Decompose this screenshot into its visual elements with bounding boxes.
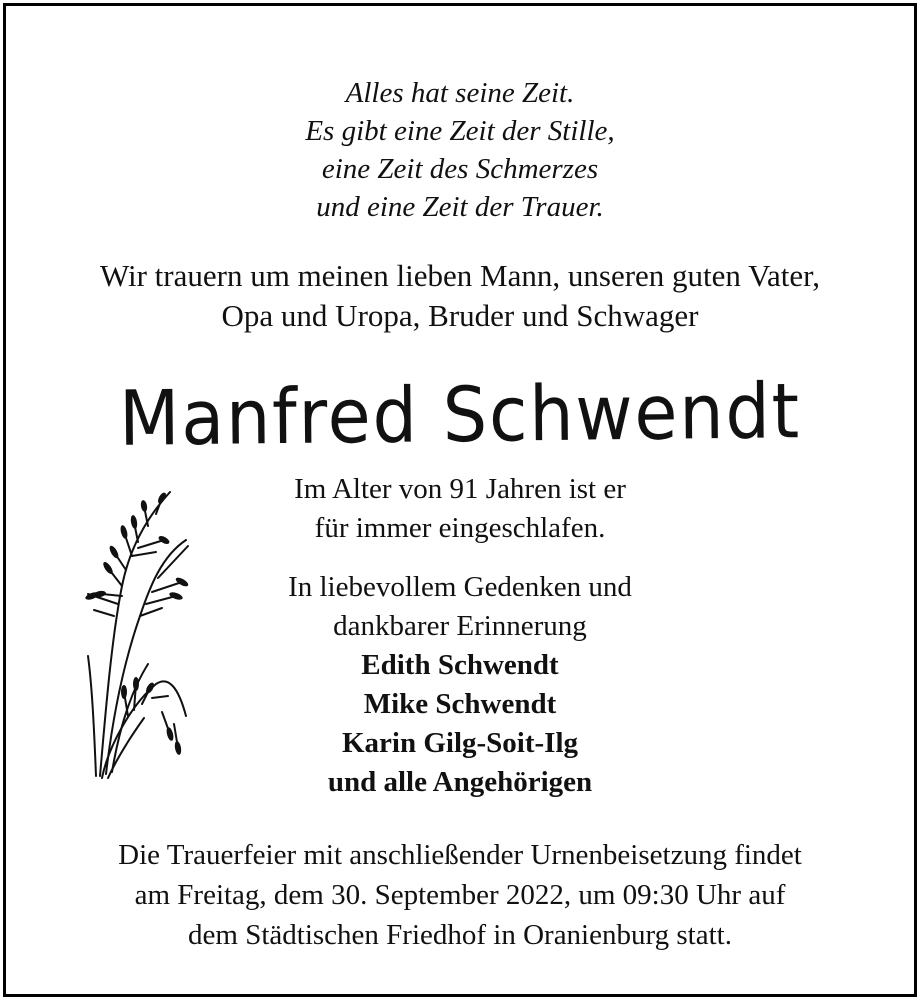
poem-line: Alles hat seine Zeit. (345, 77, 575, 109)
poem (0, 74, 920, 226)
deceased-name: Manfred Schwendt (118, 366, 802, 463)
memory-statement (0, 568, 920, 646)
age-line: Im Alter von 91 Jahren ist er (294, 473, 626, 505)
poem-line: eine Zeit des Schmerzes (321, 153, 599, 185)
mourner-name: Karin Gilg-Soit-Ilg (341, 727, 579, 759)
mourner-name: und alle Angehörigen (327, 766, 593, 798)
mourner-name: Edith Schwendt (361, 649, 559, 681)
mourning-intro (0, 256, 920, 336)
service-line: am Freitag, dem 30. September 2022, um 09:30 Uhr auf (134, 879, 786, 911)
poem-line: Es gibt eine Zeit der Stille, (305, 115, 615, 147)
intro-line: Wir trauern um meinen lieben Mann, unseren guten Vater, (99, 258, 821, 293)
memory-line: dankbarer Erinnerung (333, 610, 587, 642)
age-line: für immer eingeschlafen. (314, 512, 606, 544)
service-line: Die Trauerfeier mit anschließender Urnenbeisetzung findet (118, 839, 802, 871)
mourner-name: Mike Schwendt (363, 688, 557, 720)
poem-line: und eine Zeit der Trauer. (316, 191, 604, 223)
funeral-service-info (0, 835, 920, 955)
memory-line: In liebevollem Gedenken und (288, 571, 632, 603)
mourners-list (0, 646, 920, 802)
service-line: dem Städtischen Friedhof in Oranienburg statt. (188, 919, 732, 951)
age-statement (0, 470, 920, 548)
intro-line: Opa und Uropa, Bruder und Schwager (221, 298, 699, 333)
